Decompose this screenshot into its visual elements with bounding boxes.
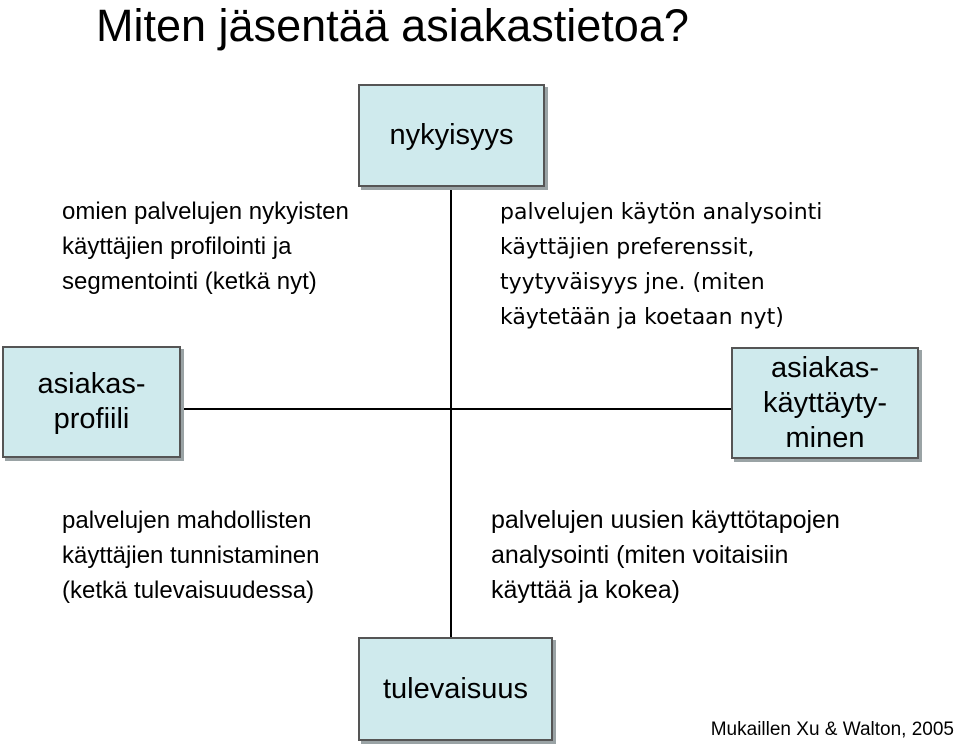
vertical-axis-line — [450, 186, 452, 637]
axis-label-future: tulevaisuus — [382, 672, 529, 705]
quadrant-top-left-text: omien palvelujen nykyisten käyttäjien profilointi ja segmentointi (ketkä nyt) — [62, 198, 349, 295]
quadrant-top-right-text: palvelujen käytön analysointi käyttäjien preferenssit, tyytyväisyys jne. (miten käytetään ja koetaan nyt) — [500, 200, 823, 330]
horizontal-axis-line — [180, 408, 732, 410]
page-title: Miten jäsentää asiakastietoa? — [96, 0, 689, 51]
axis-box-customer-profile — [2, 346, 181, 458]
axis-label-customer-profile: asiakas- profiili — [37, 368, 146, 435]
axis-box-future — [358, 637, 553, 741]
quadrant-bottom-left-text: palvelujen mahdollisten käyttäjien tunnistaminen (ketkä tulevaisuudessa) — [62, 507, 320, 604]
source-credit: Mukaillen Xu & Walton, 2005 — [710, 719, 954, 740]
axis-label-present: nykyisyys — [389, 119, 514, 151]
axis-label-customer-behavior: asiakas- käyttäyty- minen — [762, 351, 888, 454]
axis-box-present — [358, 84, 545, 187]
quadrant-bottom-right-text: palvelujen uusien käyttötapojen analysointi (miten voitaisiin käyttää ja kokea) — [491, 506, 840, 604]
axis-box-customer-behavior — [731, 347, 919, 459]
